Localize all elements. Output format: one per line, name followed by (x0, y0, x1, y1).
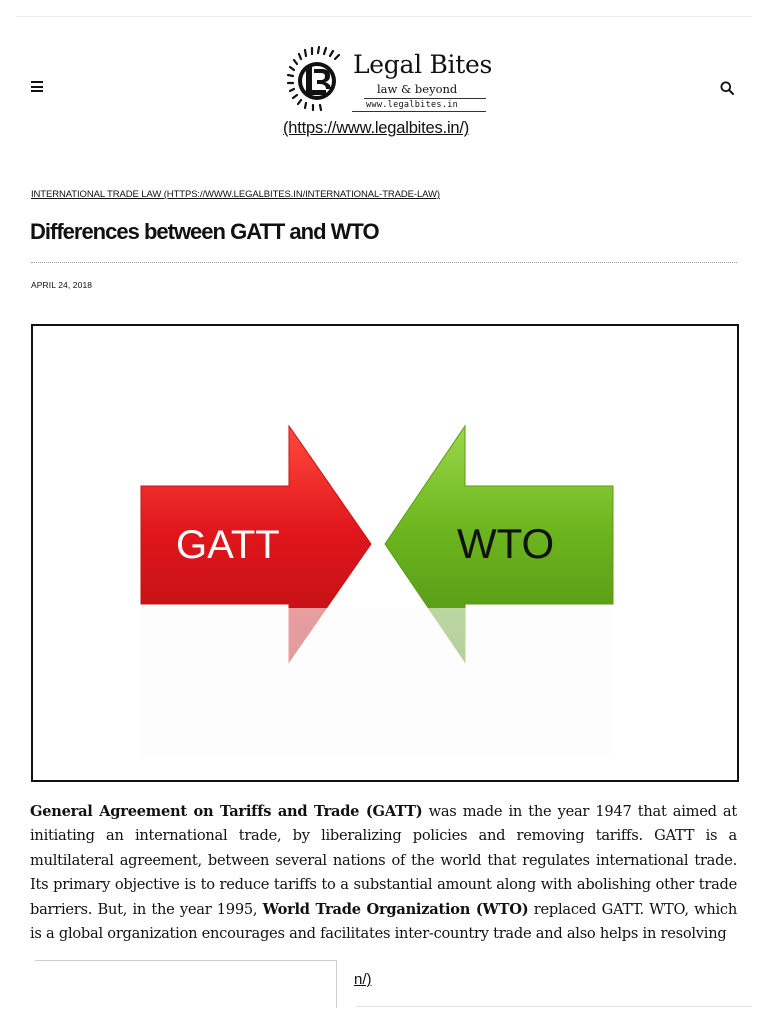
article-title: Differences between GATT and WTO (30, 219, 379, 244)
gatt-term: General Agreement on Tariffs and Trade (GATT) (30, 803, 423, 820)
article-paragraph (30, 800, 737, 946)
logo-divider (364, 98, 486, 99)
paragraph-text: replaced GATT. WTO, which is a global organization encourages and facilitates inter-country trade and also helps in resolving (30, 900, 737, 943)
wto-label: WTO (457, 520, 555, 567)
title-divider (31, 262, 737, 263)
bottom-divider (35, 960, 336, 961)
publish-date: APRIL 24, 2018 (31, 280, 93, 290)
search-icon[interactable] (720, 81, 734, 95)
featured-image (31, 324, 739, 782)
logo-divider (352, 111, 486, 112)
category-link[interactable]: INTERNATIONAL TRADE LAW (HTTPS://WWW.LEGALBITES.IN/INTERNATIONAL-TRADE-LAW) (31, 189, 440, 200)
legal-bites-logo-mark-icon (284, 45, 348, 113)
bottom-divider (356, 1006, 752, 1007)
site-logo[interactable] (282, 43, 492, 115)
bottom-link-fragment[interactable]: n/) (354, 971, 372, 988)
paragraph-text: was made in the year 1947 that aimed at initiating an international trade, by liberalizing policies and removing tariffs. GATT is a multilateral agreement, between several nations of the world that regulates international trade. Its primary objective is to reduce tariffs to a substantial amount along with abolishing other trade barriers. But, in the year 1995, (30, 803, 737, 918)
bottom-vertical-divider (336, 960, 337, 1008)
gatt-label: GATT (176, 523, 280, 567)
brand-tagline: law & beyond (377, 82, 458, 96)
brand-site-text: www.legalbites.in (366, 100, 459, 110)
wto-term: World Trade Organization (WTO) (262, 900, 529, 918)
brand-name: Legal Bites (353, 50, 492, 79)
hamburger-menu-icon[interactable] (31, 81, 43, 92)
home-link[interactable]: (https://www.legalbites.in/) (283, 119, 470, 137)
top-divider (16, 16, 752, 17)
